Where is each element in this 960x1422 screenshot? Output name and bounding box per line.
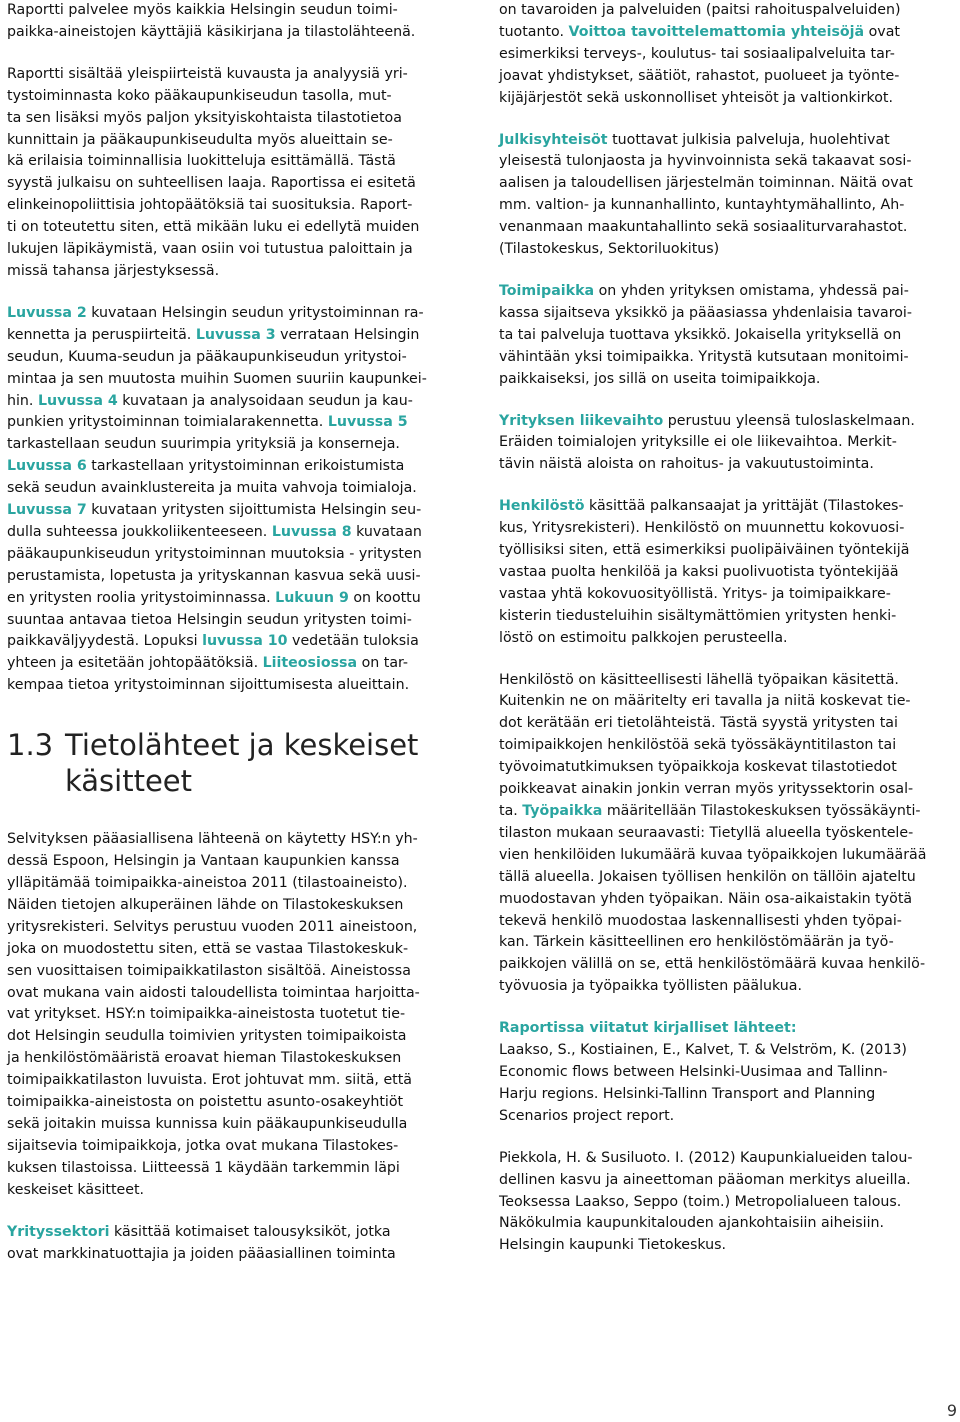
reference-item: Piekkola, H. & Susiluoto. I. (2012) Kaupunkialueiden talou- dellinen kasvu ja aineettoman pääoman merkitys alueilla. Teoksessa Laakso, Seppo (toim.) Metropolialueen talous. Näkökulmia kaupunkitalouden ajankohtaisiin aiheisiin. Helsingin kaupunki Tietokeskus. [499, 1149, 913, 1254]
intro-paragraph: Raportti palvelee myös kaikkia Helsingin seudun toimi- paikka-aineistojen käyttäjiä käsikirjana ja tilastolähteenä. [7, 2, 416, 40]
sources-paragraph: Selvityksen pääasiallisena lähteenä on käytetty HSY:n yh- dessä Espoon, Helsingin ja Vantaan kaupunkien kanssa ylläpitämää toimipaikka-aineistoa 2011 (tilastoaineisto). Näiden tietojen alkuperäinen lähde on Tilastokeskuksen yritysrekisteri. Selvitys perustuu vuoden 2011 aineistoon, joka on muodostettu siten, että se vastaa Tilastokeskuk- sen vuosittaisen toimipaikkatilaston sisältöä. Aineistossa ovat mukana vain aidosti taloudellista toimintaa harjoitta- vat yritykset. HSY:n toimipaikka-aineistosta tuotetut tie- dot Helsingin seudulla toimivien yritysten toimipaikoista ja henkilöstömääristä eroavat hieman Tilastokeskuksen toimipaikkatilaston luvuista. Erot johtuvat mm. siitä, että toimipaikka-aineistosta on poistettu asunto-osakeyhtiöt sekä joitakin muissa kunnissa kuin pääkaupunkiseudulla sijaitsevia toimipaikkoja, jotka ovat mukana Tilastokes- kuksen tilastoissa. Liitteessä 1 käydään tarkemmin läpi keskeiset käsitteet. [7, 831, 420, 1198]
toimipaikka-definition: Toimipaikka on yhden yrityksen omistama, yhdessä pai- kassa sijaitseva yksikkö ja pääasiassa yhdenlaisia tavaroi- ta tai palveluja tuottava yksikkö. Jokaisella yrityksellä on vähintään yksi toimipaikka. Yritystä kutsutaan monitoimi- paikkaiseksi, jos sillä on useita toimipaikkoja. [499, 282, 912, 387]
yrityssektori-definition: Yrityssektori käsittää kotimaiset talousyksiköt, jotka ovat markkinatuottajia ja joiden pääasiallinen toiminta [7, 1223, 396, 1262]
section-number: 1.3 [7, 728, 54, 763]
section-heading: 1.3 Tietolähteet ja keskeiset käsitteet [7, 728, 419, 799]
right-column [499, 0, 959, 1257]
references-section: Raportissa viitatut kirjalliset lähteet: Laakso, S., Kostiainen, E., Kalvet, T. & Velström, K. (2013) Economic flows between Helsinki-Uusimaa and Tallinn- Harju regions. Helsinki-Tallinn Transport and Planning Scenarios project report. [499, 1020, 907, 1124]
julkisyhteisot-definition: Julkisyhteisöt tuottavat julkisia palveluja, huolehtivat yleisestä tulonjaosta ja hyvinvoinnista sekä takaavat sosi- aalisen ja taloudellisen järjestelmän toiminnan. Näitä ovat mm. valtion- ja kunnanhallinto, kuntayhtymähallinto, Ah- venanmaan maakuntahallinto sekä sosiaaliturvarahastot. (Tilastokeskus, Sektoriluokitus) [499, 131, 913, 258]
page-number: 9 [946, 1401, 957, 1420]
nonprofit-definition: on tavaroiden ja palveluiden (paitsi rahoituspalveluiden) tuotanto. Voittoa tavoittelemattomia yhteisöjä ovat esimerkiksi terveys-, koulutus- tai sosiaalipalveluita tar- joavat yhdistykset, säätiöt, rahastot, puolueet ja työnte- kijäjärjestöt sekä uskonnolliset yhteisöt ja valtionkirkot. [499, 2, 901, 106]
henkilosto-definition: Henkilöstö käsittää palkansaajat ja yrittäjät (Tilastokes- kus, Yritysrekisteri). Henkilöstö on muunnettu kokovuosi- työllisiksi siten, että esimerkiksi puolipäiväinen työntekijä vastaa puolta henkilöä ja kaksi puolivuotista työntekijää vastaa yhtä kokovuosityöllistä. Yritys- ja toimipaikkare- kisterin tiedusteluihin sisältymättömien yritysten henki- löstö on estimoitu palkkojen perusteella. [499, 498, 910, 646]
report-description-paragraph: Raportti sisältää yleispiirteistä kuvausta ja analyysiä yri- tystoiminnasta koko pääkaupunkiseudun tasolla, mut- ta sen lisäksi myös paljon yksityiskohtaista tilastotietoa kunnittain ja pääkaupunkiseudulta myös alueittain se- kä erilaisia toiminnallisia luokitteluja esittämällä. Tästä syystä julkaisu on suhteellisen laaja. Raportissa ei esitetä elinkeinopoliittisia johtopäätöksiä tai suosituksia. Raport- ti on toteutettu siten, että mikään luku ei edellytä muiden lukujen läpikäymistä, vaan osiin voi tutustua paloittain ja missä tahansa järjestyksessä. [7, 65, 420, 279]
tyopaikka-paragraph: Henkilöstö on käsitteellisesti lähellä työpaikan käsitettä. Kuitenkin ne on määritelty eri tavalla ja niitä koskevat tie- dot kerätään eri tietolähteistä. Tästä syystä yritysten tai toimipaikkojen henkilöstöä sekä työssäkäyntitilaston tai työvoimatutkimuksen työpaikkoja koskevat tilastotiedot poikkeavat ainakin jonkin verran myös yrityssektorin osal- ta. Työpaikka määritellään Tilastokeskuksen työssäkäynti- tilaston mukaan seuraavasti: Tietyllä alueella työskentele- vien henkilöiden lukumäärä kuvaa työpaikkojen lukumäärää tällä alueella. Jokaisen työllisen henkilön on tällöin ajateltu muodostavan yhden työpaikan. Näin osa-aikaistakin työtä tekevä henkilö muodostaa laskennallisesti yhden työpai- kan. Tärkein käsitteellinen ero henkilöstömäärän ja työ- paikkojen välillä on se, että henkilöstömäärä kuvaa henkilö- työvuosia ja työpaikka työllisten päälukua. [499, 671, 927, 995]
liikevaihto-definition: Yrityksen liikevaihto perustuu yleensä tuloslaskelmaan. Eräiden toimialojen yrityksille ei ole liikevaihtoa. Merkit- tävin näistä aloista on rahoitus- ja vakuutustoiminta. [499, 412, 915, 473]
left-column [7, 0, 455, 1265]
references-title: Raportissa viitatut kirjalliset lähteet: [499, 1020, 797, 1037]
chapter-overview-paragraph: Luvussa 2 kuvataan Helsingin seudun yritystoiminnan ra- kennetta ja peruspiirteitä. Luvussa 3 verrataan Helsingin seudun, Kuuma-seudun ja pääkaupunkiseudun yritystoi- mintaa ja sen muutosta muihin Suomen suuriin kaupunkei- hin. Luvussa 4 kuvataan ja analysoidaan seudun ja kau- punkien yritystoiminnan toimialarakennetta. Luvussa 5 tarkastellaan seudun suurimpia yrityksiä ja konserneja. Luvussa 6 tarkastellaan yritystoiminnan erikoistumista sekä seudun avainklustereita ja muita vahvoja toimialoja. Luvussa 7 kuvataan yritysten sijoittumista Helsingin seu- dulla suhteessa joukkoliikenteeseen. Luvussa 8 kuvataan pääkaupunkiseudun yritystoiminnan muutoksia - yritysten perustamista, lopetusta ja yrityskannan kasvua sekä uusi- en yritysten roolia yritystoiminnassa. Lukuun 9 on koottu suuntaa antavaa tietoa Helsingin seudun yritysten toimi- paikkaväljyydestä. Lopuksi luvussa 10 vedetään tuloksia yhteen ja esitetään johtopäätöksiä. Liiteosiossa on tar- kempaa tietoa yritystoiminnan sijoittumisesta alueittain. [7, 304, 427, 694]
